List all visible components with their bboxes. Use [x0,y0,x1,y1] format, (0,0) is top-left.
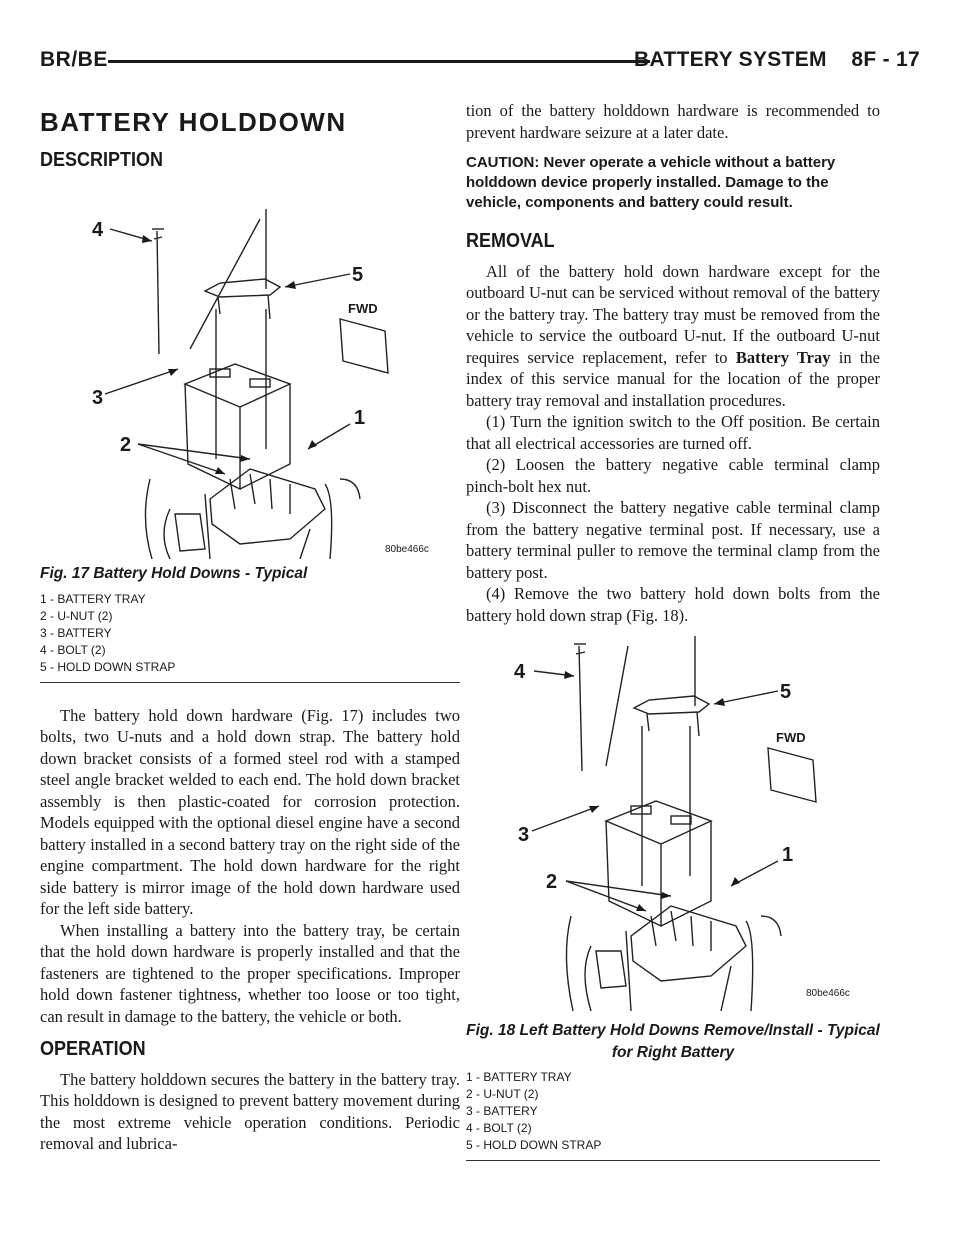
figure-18-caption: Fig. 18 Left Battery Hold Downs Remove/Install - Typical for Right Battery [466,1022,880,1061]
callout-3: 3 [518,824,530,846]
battery-holddown-illustration [40,179,460,559]
callout-5: 5 [352,264,364,286]
figure-17-caption: Fig. 17 Battery Hold Downs - Typical [40,565,308,582]
figure-17 [40,179,460,683]
battery-tray-reference: Battery Tray [735,347,831,367]
callout-1: 1 [354,407,366,429]
fwd-label: FWD [348,301,378,316]
header-rule [108,60,650,63]
callout-2: 2 [546,871,558,893]
left-column [40,100,460,1155]
legend-item: 1 - BATTERY TRAY [40,591,146,606]
figure-18-legend [466,1069,880,1154]
legend-item: 3 - BATTERY [40,625,112,640]
removal-step: (4) Remove the two battery hold down bolts from the battery hold down strap (Fig. 18). [466,584,880,625]
figure-code: 80be466c [385,544,429,555]
removal-intro [466,261,880,412]
callout-4: 4 [514,661,526,683]
removal-step: (2) Loosen the battery negative cable terminal clamp pinch-bolt hex nut. [466,455,880,496]
legend-item: 2 - U-NUT (2) [466,1087,539,1101]
description-paragraph-2: When installing a battery into the battery tray, be certain that the hold down hardware is properly installed and that the fasteners are tightened to the proper specifications. Improper hold down fastener tightness, whether too loose or too tight, can result in damage to the battery, the vehicle or both. [40,920,460,1026]
description-heading: DESCRIPTION [40,148,164,171]
figure-17-legend [40,591,460,676]
legend-item: 2 - U-NUT (2) [40,608,113,623]
callout-5: 5 [780,681,792,703]
caution-note: CAUTION: Never operate a vehicle without a battery holddown device properly installed. Damage to the vehicle, components and battery could result. [466,154,836,211]
callout-3: 3 [92,387,104,409]
legend-item: 5 - HOLD DOWN STRAP [40,659,176,674]
header-section-page: BATTERY SYSTEM 8F - 17 [634,48,920,71]
operation-heading: OPERATION [40,1038,146,1060]
callout-4: 4 [92,219,104,241]
description-paragraph-1: The battery hold down hardware (Fig. 17) includes two bolts, two U-nuts and a hold down strap. The battery hold down bracket consists of a formed steel rod with a stamped steel angle bracket welded to each end. The hold down bracket assembly is then plastic-coated for corrosion protection. Models equipped with the optional diesel engine have a second battery installed in a second battery tray on the right side of the engine compartment. The hold down hardware for the right side battery is mirror image of the hold down hardware used for the left side battery. [40,705,460,918]
legend-item: 4 - BOLT (2) [40,642,106,657]
removal-step: (3) Disconnect the battery negative cable terminal clamp from the battery negative terminal post. If necessary, use a battery terminal puller to remove the terminal clamp from the battery post. [466,498,880,582]
removal-intro-text-b: in the index of this service manual for the location of the proper battery tray removal and installation procedures. [466,347,881,410]
right-column [466,100,880,1183]
figure-code: 80be466c [806,988,850,999]
removal-step: (1) Turn the ignition switch to the Off position. Be certain that all electrical accessories are turned off. [466,412,880,453]
header-model: BR/BE [40,48,108,71]
removal-heading: REMOVAL [466,230,555,252]
operation-paragraph-continued: tion of the battery holddown hardware is recommended to prevent hardware seizure at a later date. [466,101,880,142]
removal-intro-text-a: All of the battery hold down hardware except for the outboard U-nut can be serviced without removal of the battery or the battery tray. The battery tray must be removed from the vehicle to service the outboard U-nut. If the outboard U-nut requires service replacement, refer to [466,261,880,367]
callout-2: 2 [120,434,132,456]
fwd-label: FWD [776,730,806,745]
legend-item: 5 - HOLD DOWN STRAP [466,1138,602,1152]
legend-item: 4 - BOLT (2) [466,1121,532,1135]
callout-1: 1 [782,844,794,866]
battery-holddown-removal-illustration [466,636,880,1016]
section-title: BATTERY HOLDDOWN [40,107,347,137]
operation-paragraph: The battery holddown secures the battery in the battery tray. This holddown is designed to prevent battery movement during the most extreme vehicle operation conditions. Periodic removal and lubrica- [40,1069,460,1153]
figure-18 [466,636,880,1161]
legend-item: 1 - BATTERY TRAY [466,1070,572,1084]
legend-item: 3 - BATTERY [466,1104,538,1118]
page-header [40,44,920,78]
